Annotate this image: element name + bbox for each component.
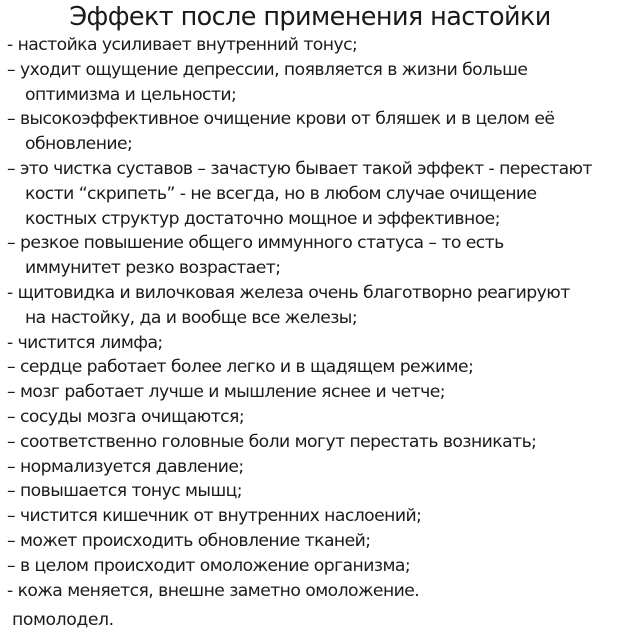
list-item [7,579,615,604]
list-item [7,231,615,281]
list-item-continuation: костных структур достаточно мощное и эффективное; [25,208,500,229]
list-item-text: – повышается тонус мышц; [7,481,243,502]
list-item-text: – нормализуется давление; [7,456,244,477]
list-item-continuation: оптимизма и цельности; [25,84,237,105]
list-item-text: - настойка усиливает внутренний тонус; [7,35,358,55]
list-item-text: - щитовидка и вилочковая железа очень благотворно реагируют [7,282,570,303]
list-item-text: – это чистка суставов – зачастую бывает такой эффект - перестают [7,158,592,179]
list-item-text: - кожа меняется, внешне заметно омоложение. [7,580,420,601]
list-item-text: – может происходить обновление тканей; [7,530,371,551]
signature-text: помолодел. [12,610,114,630]
list-item [7,33,615,58]
list-item [7,554,615,579]
effects-list [7,33,615,603]
list-item-continuation: на настойку, да и вообще все железы; [25,307,358,328]
list-item [7,157,615,231]
list-item [7,405,615,430]
list-item [7,430,615,455]
list-item-text: – в целом происходит омоложение организма; [7,555,411,576]
list-item [7,281,615,331]
list-item [7,455,615,480]
list-item [7,331,615,356]
list-item [7,479,615,504]
list-item [7,355,615,380]
document-title: Эффект после применения настойки [69,2,551,32]
list-item-text: – сердце работает более легко и в щадящем режиме; [7,357,474,378]
list-item-continuation: обновление; [25,134,133,155]
list-item-text: – резкое повышение общего иммунного статуса – то есть [7,233,504,254]
list-item-text: – высокоэффективное очищение крови от бляшек и в целом её [7,109,555,130]
list-item [7,58,615,108]
list-item-text: - чистится лимфа; [7,332,163,353]
list-item-text: – сосуды мозга очищаются; [7,406,245,427]
list-item-text: – мозг работает лучше и мышление яснее и четче; [7,382,445,403]
list-item [7,504,615,529]
list-item [7,529,615,554]
list-item-text: – уходит ощущение депрессии, появляется в жизни больше [7,59,528,80]
list-item-text: – соответственно головные боли могут перестать возникать; [7,431,537,452]
list-item-text: – чистится кишечник от внутренних наслоений; [7,506,422,527]
list-item [7,107,615,157]
list-item-continuation: иммунитет резко возрастает; [25,258,281,279]
list-item-continuation: кости “скрипеть” - не всегда, но в любом случае очищение [25,183,537,204]
list-item [7,380,615,405]
